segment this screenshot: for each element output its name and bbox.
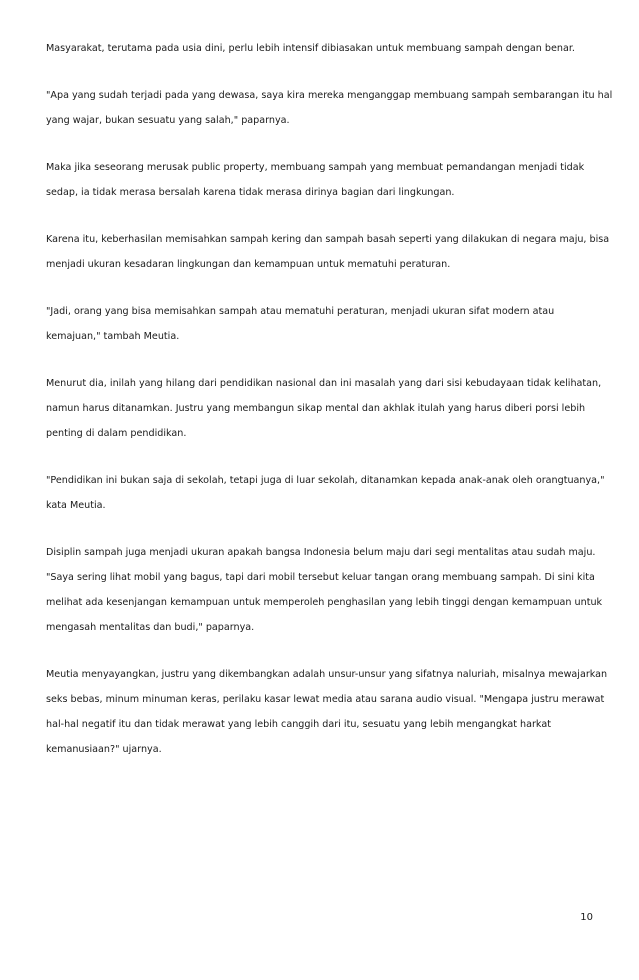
text-line: kemajuan," tambah Meutia.	[46, 331, 180, 342]
text-line: Disiplin sampah juga menjadi ukuran apakah bangsa Indonesia belum maju dari segi mentalitas atau sudah maju.	[46, 547, 596, 558]
paragraph	[46, 41, 602, 66]
text-line: Maka jika seseorang merusak public property, membuang sampah yang membuat pemandangan menjadi tidak	[46, 162, 585, 173]
text-line: "Jadi, orang yang bisa memisahkan sampah atau mematuhi peraturan, menjadi ukuran sifat modern atau	[46, 306, 555, 317]
text-line: "Saya sering lihat mobil yang bagus, tapi dari mobil tersebut keluar tangan orang membuang sampah. Di sini kita	[46, 572, 595, 583]
text-line: seks bebas, minum minuman keras, perilaku kasar lewat media atau sarana audio visual. "Mengapa justru merawat	[46, 694, 605, 705]
paragraph	[46, 667, 608, 767]
paragraph	[46, 304, 602, 354]
paragraph	[46, 88, 613, 138]
page-number: 10	[580, 912, 593, 923]
text-line: namun harus ditanamkan. Justru yang membangun sikap mental dan akhlak itulah yang harus diberi porsi lebih	[46, 403, 586, 414]
text-line: Meutia menyayangkan, justru yang dikembangkan adalah unsur-unsur yang sifatnya naluriah, misalnya mewajarkan	[46, 669, 608, 680]
text-line: yang wajar, bukan sesuatu yang salah," paparnya.	[46, 115, 290, 126]
text-line: penting di dalam pendidikan.	[46, 428, 187, 439]
text-line: menjadi ukuran kesadaran lingkungan dan kemampuan untuk mematuhi peraturan.	[46, 259, 451, 270]
text-line: sedap, ia tidak merasa bersalah karena tidak merasa dirinya bagian dari lingkungan.	[46, 187, 455, 198]
text-line: Masyarakat, terutama pada usia dini, perlu lebih intensif dibiasakan untuk membuang sampah dengan benar.	[46, 43, 575, 54]
paragraph	[46, 160, 602, 210]
text-line: mengasah mentalitas dan budi," paparnya.	[46, 622, 255, 633]
text-line: "Apa yang sudah terjadi pada yang dewasa, saya kira mereka menganggap membuang sampah sembarangan itu hal	[46, 90, 613, 101]
paragraph	[46, 545, 602, 645]
text-line: "Pendidikan ini bukan saja di sekolah, tetapi juga di luar sekolah, ditanamkan kepada anak-anak oleh orangtuanya,"	[46, 475, 605, 486]
paragraph	[46, 473, 605, 523]
text-line: Menurut dia, inilah yang hilang dari pendidikan nasional dan ini masalah yang dari sisi kebudayaan tidak kelihatan,	[46, 378, 602, 389]
paragraph	[46, 232, 610, 282]
text-line: kemanusiaan?" ujarnya.	[46, 744, 162, 755]
body-text	[46, 41, 613, 789]
paragraph	[46, 376, 602, 451]
text-line: kata Meutia.	[46, 500, 106, 511]
text-line: melihat ada kesenjangan kemampuan untuk memperoleh penghasilan yang lebih tinggi dengan kemampuan untuk	[46, 597, 603, 608]
text-line: hal-hal negatif itu dan tidak merawat yang lebih canggih dari itu, sesuatu yang lebih mengangkat harkat	[46, 719, 551, 730]
text-line: Karena itu, keberhasilan memisahkan sampah kering dan sampah basah seperti yang dilakukan di negara maju, bisa	[46, 234, 610, 245]
